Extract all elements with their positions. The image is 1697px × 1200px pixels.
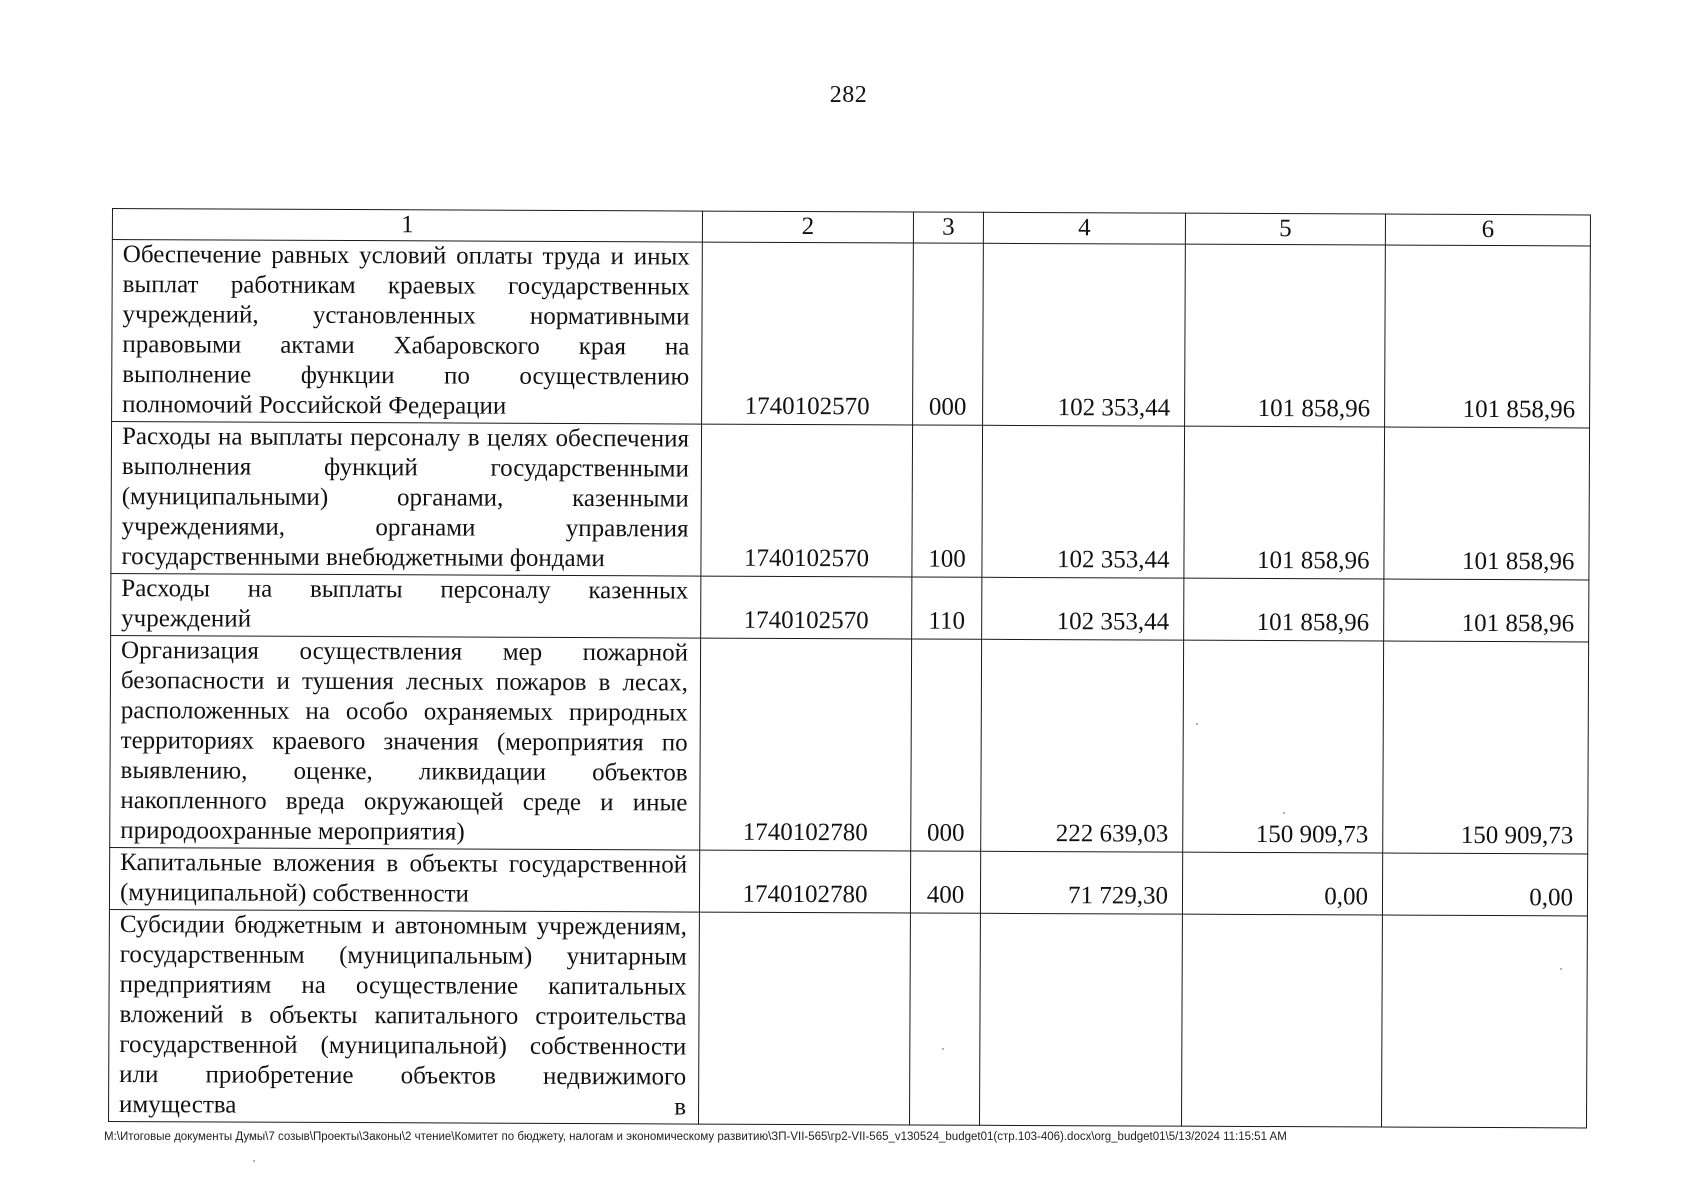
table-row xyxy=(111,422,1590,580)
column-header-2: 2 xyxy=(702,211,913,243)
column-header-6: 6 xyxy=(1385,214,1590,246)
row-expense-type xyxy=(910,913,981,1125)
row-target-code: 1740102780 xyxy=(699,850,910,913)
row-description: Обеспечение равных условий оплаты труда и иных выплат работникам краевых государственных учреждений, установленных нормативными правовыми актами Хабаровского края на выполнение функции по осуществлению полномочий Российской Федерации xyxy=(112,240,703,425)
row-target-code xyxy=(699,912,911,1125)
row-amount-1: 222 639,03 xyxy=(981,639,1184,852)
table-row xyxy=(109,909,1588,1127)
row-amount-3: 101 858,96 xyxy=(1385,245,1591,428)
row-description: Расходы на выплаты персоналу в целях обеспечения выполнения функций государственными (муниципальными) органами, казенными учреждениями, органами управления государственными внебюджетными фондами xyxy=(111,422,702,577)
column-header-4: 4 xyxy=(983,212,1185,244)
table-row xyxy=(112,240,1591,428)
scan-speck xyxy=(1283,812,1285,814)
table-row xyxy=(110,635,1589,853)
column-header-1: 1 xyxy=(112,209,702,243)
row-amount-2: 0,00 xyxy=(1182,852,1382,915)
row-target-code: 1740102570 xyxy=(701,576,912,639)
page-number: 282 xyxy=(829,82,868,108)
scan-speck xyxy=(1196,723,1198,725)
row-description: Расходы на выплаты персоналу казенных учреждений xyxy=(111,573,701,638)
row-expense-type: 100 xyxy=(912,425,983,577)
row-amount-1 xyxy=(980,913,1183,1126)
row-target-code: 1740102780 xyxy=(700,638,912,851)
row-amount-3 xyxy=(1382,915,1588,1128)
scan-speck xyxy=(1560,968,1562,970)
row-amount-2: 101 858,96 xyxy=(1185,244,1386,427)
table-body xyxy=(109,240,1591,1128)
row-amount-1: 102 353,44 xyxy=(982,425,1185,578)
row-expense-type: 400 xyxy=(910,851,980,913)
table-row xyxy=(109,847,1587,915)
row-description: Капитальные вложения в объекты государственной (муниципальной) собственности xyxy=(109,847,699,912)
row-amount-2: 150 909,73 xyxy=(1183,640,1384,853)
row-amount-3: 150 909,73 xyxy=(1383,641,1589,854)
row-expense-type: 000 xyxy=(913,243,984,425)
scan-speck xyxy=(942,1048,944,1050)
row-amount-2: 101 858,96 xyxy=(1184,578,1384,641)
row-amount-1: 71 729,30 xyxy=(980,851,1182,914)
row-amount-2: 101 858,96 xyxy=(1184,426,1385,579)
row-expense-type: 000 xyxy=(911,639,982,851)
column-header-3: 3 xyxy=(913,212,983,243)
row-description: Организация осуществления мер пожарной безопасности и тушения лесных пожаров в лесах, расположенных на особо охраняемых природных территориях краевого значения (мероприятия по выявлению, оценке, ликвидации объектов накопленного вреда окружающей среде и иные природоохранные мероприятия) xyxy=(110,635,701,850)
row-description: Субсидии бюджетным и автономным учреждениям, государственным (муниципальным) унитарным предприятиям на осуществление капитальных вложений в объекты капитального строительства государственной (муниципальной) собственности или приобретение объектов недвижимого имущества в xyxy=(109,909,700,1124)
column-header-5: 5 xyxy=(1185,213,1385,245)
row-target-code: 1740102570 xyxy=(701,424,913,577)
row-target-code: 1740102570 xyxy=(702,242,914,425)
row-amount-1: 102 353,44 xyxy=(983,243,1186,426)
footer-file-path: M:\Итоговые документы Думы\7 созыв\Проекты\Законы\2 чтение\Комитет по бюджету, налогам и экономическому развитию\ЗП-VII-565\гр2-VII-565_v130524_budget01(стр.103-406).docx\org_budget01\5/13/2024 11:15:51 AM xyxy=(104,1131,1287,1143)
row-amount-3: 101 858,96 xyxy=(1384,427,1590,580)
budget-table xyxy=(108,208,1591,1128)
scan-speck xyxy=(253,1160,255,1162)
row-expense-type: 110 xyxy=(912,577,982,639)
row-amount-1: 102 353,44 xyxy=(982,577,1184,640)
table-row xyxy=(111,573,1589,641)
row-amount-3: 0,00 xyxy=(1382,853,1587,916)
row-amount-3: 101 858,96 xyxy=(1384,579,1589,642)
row-amount-2 xyxy=(1182,914,1383,1127)
